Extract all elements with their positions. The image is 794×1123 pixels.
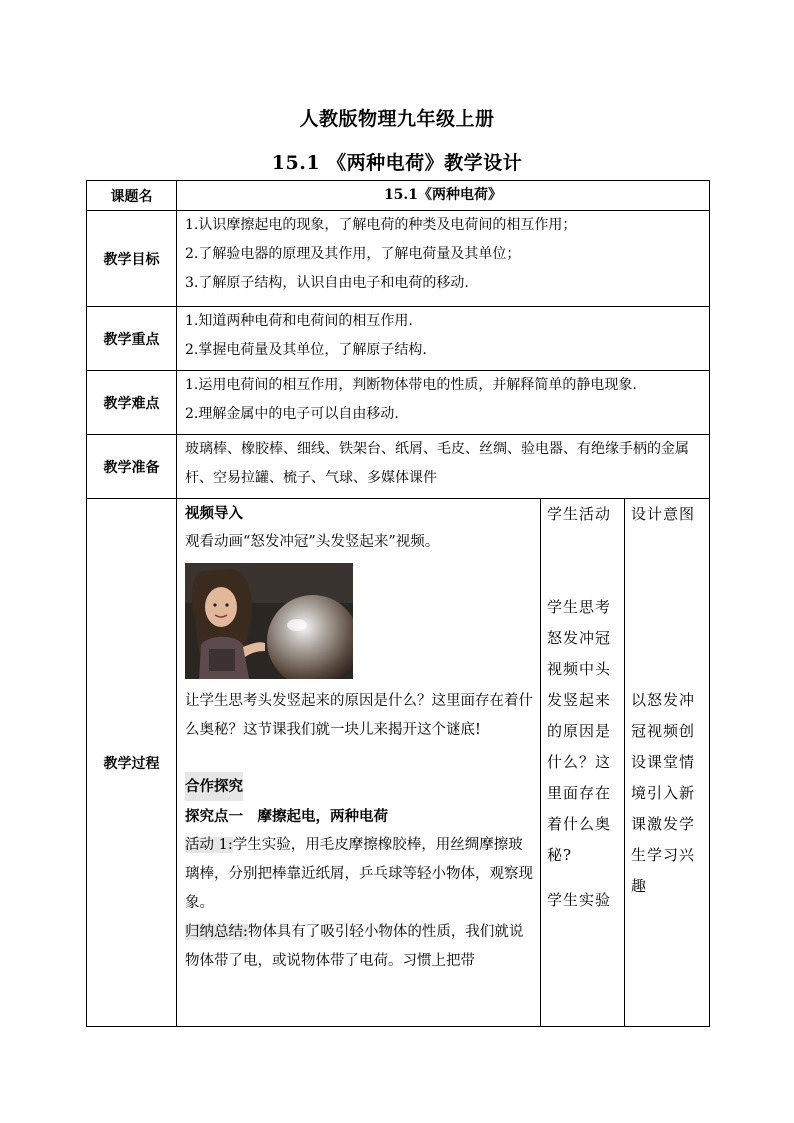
video-photo — [185, 563, 353, 679]
course-value-cell — [177, 181, 710, 211]
design-intent-text: 以怒发冲冠视频创设课堂情境引入新课激发学生学习兴趣 — [631, 691, 696, 895]
activity-label: 活动 1: — [185, 837, 233, 853]
point1-heading: 探究点一 摩擦起电，两种电荷 — [185, 808, 388, 825]
coop-heading: 合作探究 — [185, 772, 243, 801]
preparation-text: 玻璃棒、橡胶棒、细线、铁架台、纸屑、毛皮、丝绸、验电器、有绝缘手柄的金属杆、空易拉罐、梳子、气球、多媒体课件 — [185, 441, 689, 486]
summary-text: 物体具有了吸引轻小物体的性质，我们就说物体带了电，或说物体带了电荷。习惯上把带 — [185, 924, 524, 969]
objectives-cell — [177, 211, 710, 307]
course-value: 15.1《两种电荷》 — [383, 187, 503, 203]
document-title: 人教版物理九年级上册 — [299, 108, 495, 130]
key-points-cell — [177, 307, 710, 371]
key-point-item: 1.知道两种电荷和电荷间的相互作用. — [185, 313, 413, 329]
student-col-title: 学生活动 — [547, 505, 612, 523]
process-label: 教学过程 — [87, 499, 177, 1027]
row-difficulties — [87, 371, 710, 435]
difficulties-label: 教学难点 — [87, 371, 177, 435]
document-subtitle: 15.1 《两种电荷》教学设计 — [271, 152, 523, 174]
row-course — [87, 181, 710, 211]
activity-paragraph — [185, 831, 534, 918]
difficulties-cell — [177, 371, 710, 435]
row-process — [87, 499, 710, 1027]
objective-item: 3.了解原子结构，认识自由电子和电荷的移动. — [185, 275, 469, 291]
activity-text: 学生实验，用毛皮摩擦橡胶棒，用丝绸摩擦玻璃棒，分别把棒靠近纸屑，乒乓球等轻小物体，观察现象。 — [185, 837, 533, 911]
objective-item: 1.认识摩擦起电的现象，了解电荷的种类及电荷间的相互作用； — [185, 217, 577, 233]
video-text: 观看动画“怒发冲冠”头发竖起来”视频。 — [185, 534, 440, 550]
student-activity-cell — [541, 499, 625, 1027]
row-key-points — [87, 307, 710, 371]
process-content-cell — [177, 499, 541, 1027]
course-label: 课题名 — [87, 181, 177, 211]
difficulty-item: 1.运用电荷间的相互作用，判断物体带电的性质，并解释简单的静电现象. — [185, 377, 637, 393]
key-point-item: 2.掌握电荷量及其单位，了解原子结构. — [185, 342, 427, 358]
row-objectives — [87, 211, 710, 307]
video-heading: 视频导入 — [185, 505, 243, 522]
summary-label: 归纳总结: — [185, 924, 248, 940]
objectives-label: 教学目标 — [87, 211, 177, 307]
preparation-cell — [177, 435, 710, 499]
key-points-label: 教学重点 — [87, 307, 177, 371]
summary-paragraph — [185, 918, 534, 976]
preparation-label: 教学准备 — [87, 435, 177, 499]
difficulty-item: 2.理解金属中的电子可以自由移动. — [185, 406, 399, 422]
design-intent-cell — [625, 499, 710, 1027]
design-col-title: 设计意图 — [631, 505, 696, 523]
row-preparation — [87, 435, 710, 499]
student-activity-text: 学生思考怒发冲冠视频中头发竖起来的原因是什么？这里面存在着什么奥秘? — [547, 598, 612, 864]
lesson-plan-table — [86, 180, 710, 1027]
student-activity-text2: 学生实验 — [547, 891, 612, 909]
question-text: 让学生思考头发竖起来的原因是什么？这里面存在着什么奥秘？这节课我们就一块儿来揭开这个谜底! — [185, 693, 533, 738]
objective-item: 2.了解验电器的原理及其作用，了解电荷量及其单位； — [185, 246, 521, 262]
